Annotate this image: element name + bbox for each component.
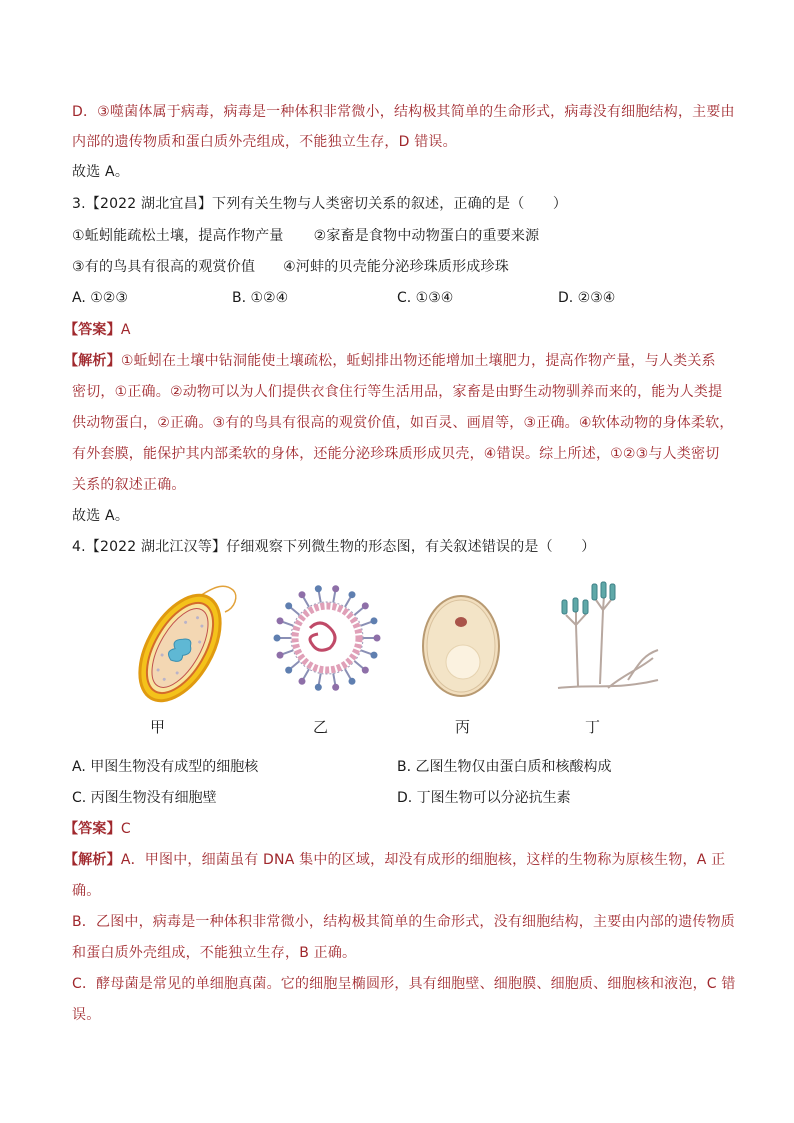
virus-spike-head xyxy=(374,635,381,642)
q3-item-2: ②家畜是食物中动物蛋白的重要来源 xyxy=(313,228,540,244)
q3-analysis-line3: 供动物蛋白，②正确。③有的鸟具有很高的观赏价值，如百灵、画眉等，③正确。④软体动物的身体柔软， xyxy=(72,415,734,431)
q3-item-4: ④河蚌的贝壳能分泌珍珠质形成珍珠 xyxy=(283,259,509,275)
q2-option-d-line2: 内部的遗传物质和蛋白质外壳组成，不能独立生存，D 错误。 xyxy=(72,134,457,150)
q4-analysis-tag: 【解析】 xyxy=(64,852,121,868)
virus-spike-head xyxy=(277,652,284,659)
q3-analysis-tag: 【解析】 xyxy=(64,353,121,369)
mold-figure xyxy=(548,580,668,702)
q3-answer-value: A xyxy=(120,322,131,338)
virus-spike-head xyxy=(299,591,306,598)
q2-option-d-line1 xyxy=(72,101,735,123)
q3-answer-tag: 【答案】 xyxy=(64,322,121,338)
virus-spike-head xyxy=(332,684,339,691)
figure-label-ding: 丁 xyxy=(585,718,601,736)
q3-analysis-line2: 密切，①正确。②动物可以为人们提供衣食住行等生活用品，家畜是由野生动物驯养而来的，能为人类提 xyxy=(72,384,723,400)
q3-option-a: A. ①②③ xyxy=(72,290,128,306)
q3-analysis-line4: 有外套膜，能保护其内部柔软的身体，还能分泌珍珠质形成贝壳，④错误。综上所述，①②③与人类密切 xyxy=(72,446,720,462)
virus-spike-head xyxy=(349,678,356,685)
q4-option-d: D. 丁图生物可以分泌抗生素 xyxy=(397,790,571,806)
virus-spike-head xyxy=(315,684,322,691)
virus-spike-head xyxy=(299,678,306,685)
q3-option-c: C. ①③④ xyxy=(397,290,454,306)
q3-option-b: B. ①②④ xyxy=(232,290,289,306)
q4-option-a: A. 甲图生物没有成型的细胞核 xyxy=(72,759,259,775)
q3-conclusion: 故选 A。 xyxy=(72,508,130,524)
figure-label-yi: 乙 xyxy=(313,718,329,736)
virus-spike-head xyxy=(362,667,369,674)
q3-stem: 3.【2022 湖北宜昌】下列有关生物与人类密切关系的叙述，正确的是（ ） xyxy=(72,196,568,212)
q3-option-d: D. ②③④ xyxy=(558,290,616,306)
q2-option-d-text: ，病毒是一种体积非常微小，结构极其简单的生命形式，病毒没有细胞结构，主要由 xyxy=(209,104,735,120)
figure-label-jia: 甲 xyxy=(150,718,166,736)
yeast-figure xyxy=(420,592,502,700)
q3-item-1: ①蚯蚓能疏松土壤，提高作物产量 xyxy=(72,228,284,244)
q4-analysis-a-line2: 确。 xyxy=(72,883,101,899)
q2-conclusion: 故选 A。 xyxy=(72,164,130,180)
virus-spike-head xyxy=(370,652,377,659)
q4-option-b: B. 乙图生物仅由蛋白质和核酸构成 xyxy=(397,759,612,775)
q4-option-c: C. 丙图生物没有细胞壁 xyxy=(72,790,217,806)
virus-spike-head xyxy=(277,617,284,624)
q4-analysis-b-line2: 和蛋白质外壳组成，不能独立生存，B 正确。 xyxy=(72,945,357,961)
q4-analysis-a-line1: 【解析】A．甲图中，细菌虽有 DNA 集中的区域，却没有成形的细胞核，这样的生物称为原核生物，A 正 xyxy=(64,852,726,868)
q4-answer-tag: 【答案】 xyxy=(64,821,121,837)
q3-analysis-line5: 关系的叙述正确。 xyxy=(72,477,186,493)
q3-items-row1 xyxy=(72,225,539,247)
q2-option-d-highlight: D．③噬菌体属于病毒 xyxy=(72,104,210,120)
q3-answer xyxy=(64,319,131,341)
virus-spike-head xyxy=(315,585,322,592)
bacterium-figure xyxy=(125,578,255,708)
virus-spike-head xyxy=(332,585,339,592)
q3-items-row2 xyxy=(72,256,509,278)
virus-spike-head xyxy=(349,591,356,598)
q4-answer xyxy=(64,818,131,840)
virus-spike-head xyxy=(285,602,292,609)
figure-label-bing: 丙 xyxy=(455,718,471,736)
q4-analysis-c-line2: 误。 xyxy=(72,1007,101,1023)
q4-stem: 4.【2022 湖北江汉等】仔细观察下列微生物的形态图，有关叙述错误的是（ ） xyxy=(72,539,596,555)
q4-answer-value: C xyxy=(120,821,131,837)
q4-analysis-c-line1: C．酵母菌是常见的单细胞真菌。它的细胞呈椭圆形，具有细胞壁、细胞膜、细胞质、细胞核和液泡，C 错 xyxy=(72,976,736,992)
virus-spike-head xyxy=(362,602,369,609)
virus-figure xyxy=(265,583,390,693)
q3-item-3: ③有的鸟具有很高的观赏价值 xyxy=(72,259,256,275)
virus-spike-head xyxy=(285,667,292,674)
q4-analysis-b-line1: B．乙图中，病毒是一种体积非常微小，结构极其简单的生命形式，没有细胞结构，主要由内部的遗传物质 xyxy=(72,914,736,930)
virus-spike-head xyxy=(370,617,377,624)
virus-spike-head xyxy=(274,635,281,642)
q3-analysis-line1: 【解析】①蚯蚓在土壤中钻洞能使土壤疏松，蚯蚓排出物还能增加土壤肥力，提高作物产量，与人类关系 xyxy=(64,353,716,369)
